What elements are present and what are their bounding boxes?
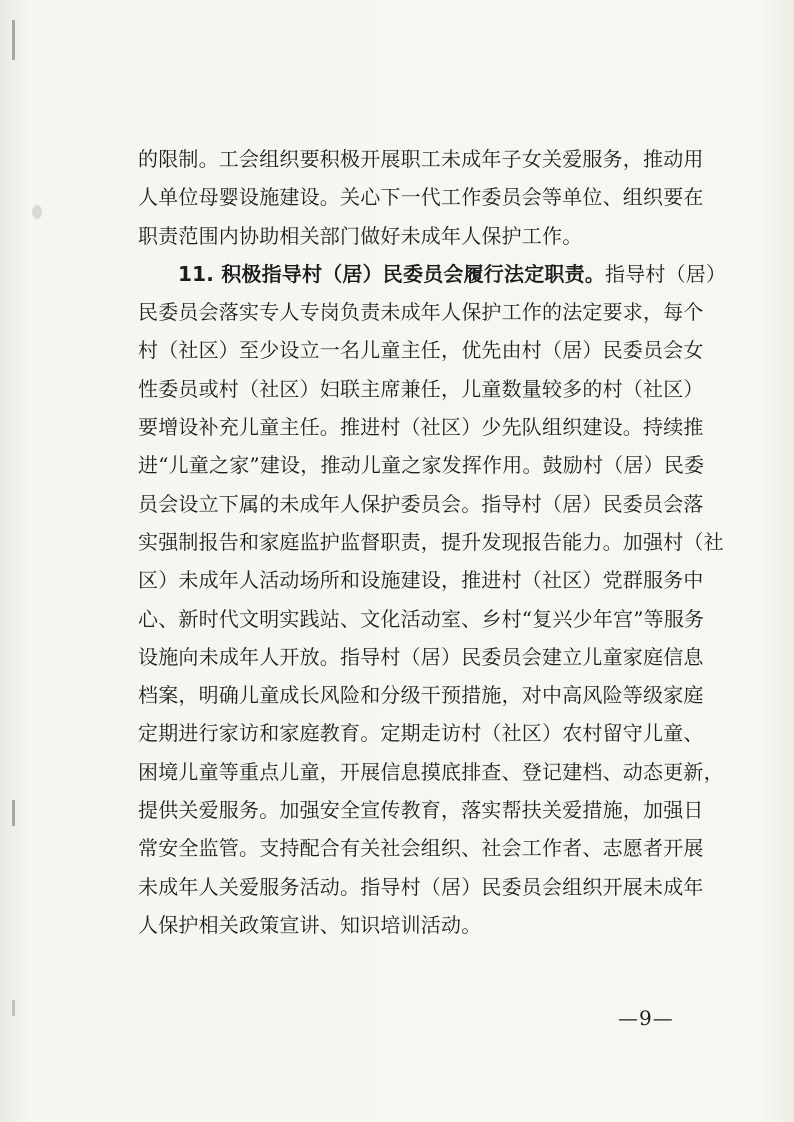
paragraph-line: 实强制报告和家庭监护监督职责，提升发现报告能力。加强村（社 [138, 529, 724, 554]
section-heading-continuation: 指导村（居） [605, 261, 727, 286]
paragraph-line: 的限制。工会组织要积极开展职工未成年子女关爱服务，推动用 [138, 147, 704, 171]
scan-edge-mark [12, 20, 15, 60]
section-heading: 11. 积极指导村（居）民委员会履行法定职责。 [178, 261, 605, 286]
paragraph-line: 民委员会落实专人专岗负责未成年人保护工作的法定要求，每个 [138, 300, 704, 325]
scan-edge-mark [12, 800, 15, 826]
scan-smudge [32, 205, 42, 219]
paragraph-line: 设施向未成年人开放。指导村（居）民委员会建立儿童家庭信息 [138, 644, 704, 669]
paragraph-line: 人单位母婴设施建设。关心下一代工作委员会等单位、组织要在 [138, 185, 704, 210]
page-number: —9— [618, 1006, 674, 1030]
paragraph-line: 性委员或村（社区）妇联主席兼任，儿童数量较多的村（社区） [138, 376, 704, 401]
paragraph-line: 村（社区）至少设立一名儿童主任，优先由村（居）民委员会女 [138, 338, 704, 363]
paragraph-line: 职责范围内协助相关部门做好未成年人保护工作。 [138, 223, 583, 248]
paragraph-line: 未成年人关爱服务活动。指导村（居）民委员会组织开展未成年 [138, 874, 704, 899]
scan-edge-mark [12, 1000, 15, 1016]
paragraph-line: 提供关爱服务。加强安全宣传教育，落实帮扶关爱措施，加强日 [138, 798, 704, 823]
document-body [138, 140, 727, 944]
paragraph-line: 困境儿童等重点儿童，开展信息摸底排查、登记建档、动态更新， [138, 759, 724, 784]
paragraph-line: 员会设立下属的未成年人保护委员会。指导村（居）民委员会落 [138, 491, 704, 516]
paragraph-line: 常安全监管。支持配合有关社会组织、社会工作者、志愿者开展 [138, 836, 704, 861]
paragraph-line: 要增设补充儿童主任。推进村（社区）少先队组织建设。持续推 [138, 415, 704, 440]
paragraph-line: 心、新时代文明实践站、文化活动室、乡村“复兴少年宫”等服务 [138, 606, 705, 631]
paragraph-line: 进“儿童之家”建设，推动儿童之家发挥作用。鼓励村（居）民委 [138, 453, 705, 478]
paragraph-line: 档案，明确儿童成长风险和分级干预措施，对中高风险等级家庭 [138, 683, 704, 708]
paragraph-line: 人保护相关政策宣讲、知识培训活动。 [138, 912, 482, 937]
paragraph-line: 区）未成年人活动场所和设施建设，推进村（社区）党群服务中 [138, 568, 704, 593]
section-heading-line [138, 255, 727, 293]
paragraph-line: 定期进行家访和家庭教育。定期走访村（社区）农村留守儿童、 [138, 721, 704, 746]
